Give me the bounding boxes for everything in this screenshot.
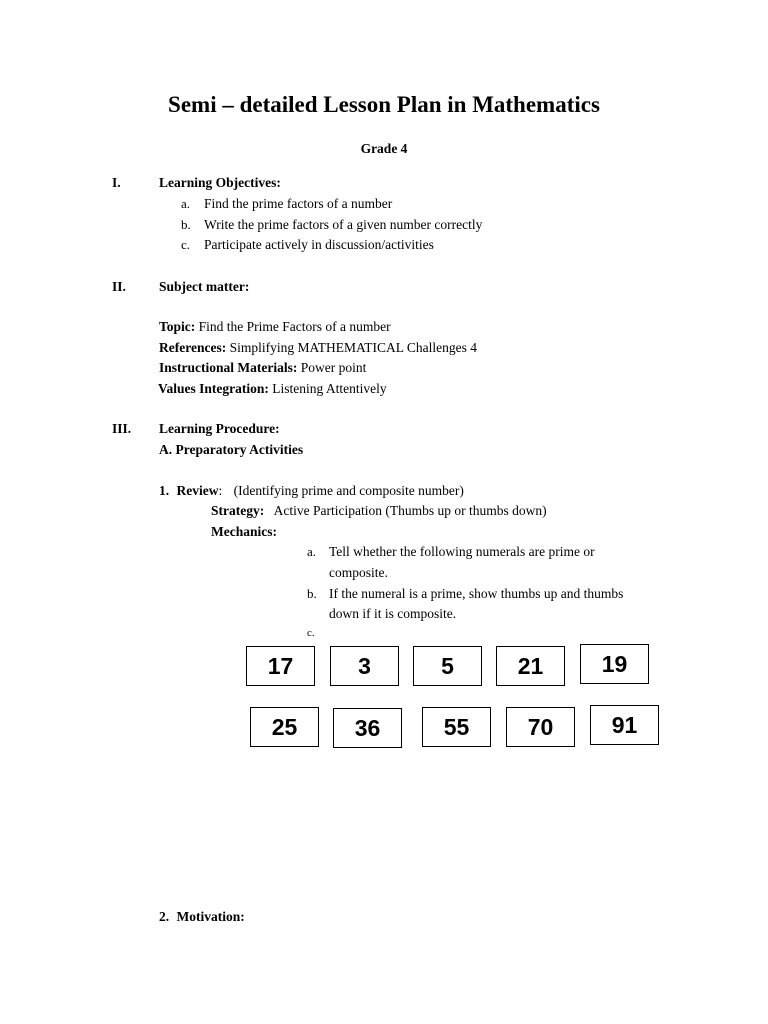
number-card: 36 (333, 708, 402, 748)
number-card: 25 (250, 707, 319, 747)
mechanics-letter: a. (307, 544, 317, 559)
review-text: (Identifying prime and composite number) (233, 483, 464, 498)
references-value: Simplifying MATHEMATICAL Challenges 4 (229, 340, 477, 355)
mechanics-text: composite. (329, 565, 388, 580)
mechanics-letter: b. (307, 586, 317, 601)
section-numeral-procedure: III. (112, 421, 132, 436)
values-label: Values Integration: (158, 381, 269, 396)
values-line (158, 381, 387, 397)
materials-label: Instructional Materials: (159, 360, 298, 375)
objective-text: Participate actively in discussion/activities (204, 237, 434, 252)
review-line (159, 483, 464, 499)
review-colon: : (218, 483, 223, 498)
strategy-line (211, 503, 547, 519)
topic-line (159, 319, 391, 335)
mechanics-letter: c. (307, 627, 315, 639)
topic-label: Topic: (159, 319, 196, 334)
references-line (159, 340, 477, 356)
values-value: Listening Attentively (272, 381, 387, 396)
mechanics-text: If the numeral is a prime, show thumbs up and thumbs (329, 586, 624, 601)
number-card: 70 (506, 707, 575, 747)
objective-text: Find the prime factors of a number (204, 196, 393, 211)
references-label: References: (159, 340, 227, 355)
motivation-line (159, 909, 245, 925)
topic-value: Find the Prime Factors of a number (198, 319, 391, 334)
number-card: 55 (422, 707, 491, 747)
review-number: 1. (159, 483, 170, 498)
section-heading-subject: Subject matter: (159, 279, 250, 294)
strategy-value: Active Participation (Thumbs up or thumbs down) (273, 503, 547, 518)
objective-letter: b. (181, 217, 191, 232)
motivation-number: 2. (159, 909, 170, 924)
motivation-label: Motivation: (176, 909, 245, 924)
strategy-label: Strategy: (211, 503, 265, 518)
section-heading-objectives: Learning Objectives: (159, 175, 281, 190)
number-card: 17 (246, 646, 315, 686)
section-heading-procedure: Learning Procedure: (159, 421, 280, 436)
materials-value: Power point (300, 360, 367, 375)
mechanics-text: down if it is composite. (329, 606, 457, 621)
objective-text: Write the prime factors of a given number correctly (204, 217, 483, 232)
number-card: 91 (590, 705, 659, 745)
number-card: 5 (413, 646, 482, 686)
mechanics-label: Mechanics: (211, 524, 277, 539)
number-card: 21 (496, 646, 565, 686)
number-card: 3 (330, 646, 399, 686)
page-title: Semi – detailed Lesson Plan in Mathematics (168, 92, 600, 117)
mechanics-text: Tell whether the following numerals are prime or (329, 544, 595, 559)
section-numeral-subject: II. (112, 279, 126, 294)
subsection-preparatory: A. Preparatory Activities (159, 442, 304, 457)
review-label: Review (176, 483, 219, 498)
objective-letter: a. (181, 196, 191, 211)
number-card: 19 (580, 644, 649, 684)
objective-letter: c. (181, 237, 191, 252)
section-numeral-objectives: I. (112, 175, 121, 190)
grade-level: Grade 4 (360, 141, 408, 156)
materials-line (159, 360, 366, 376)
